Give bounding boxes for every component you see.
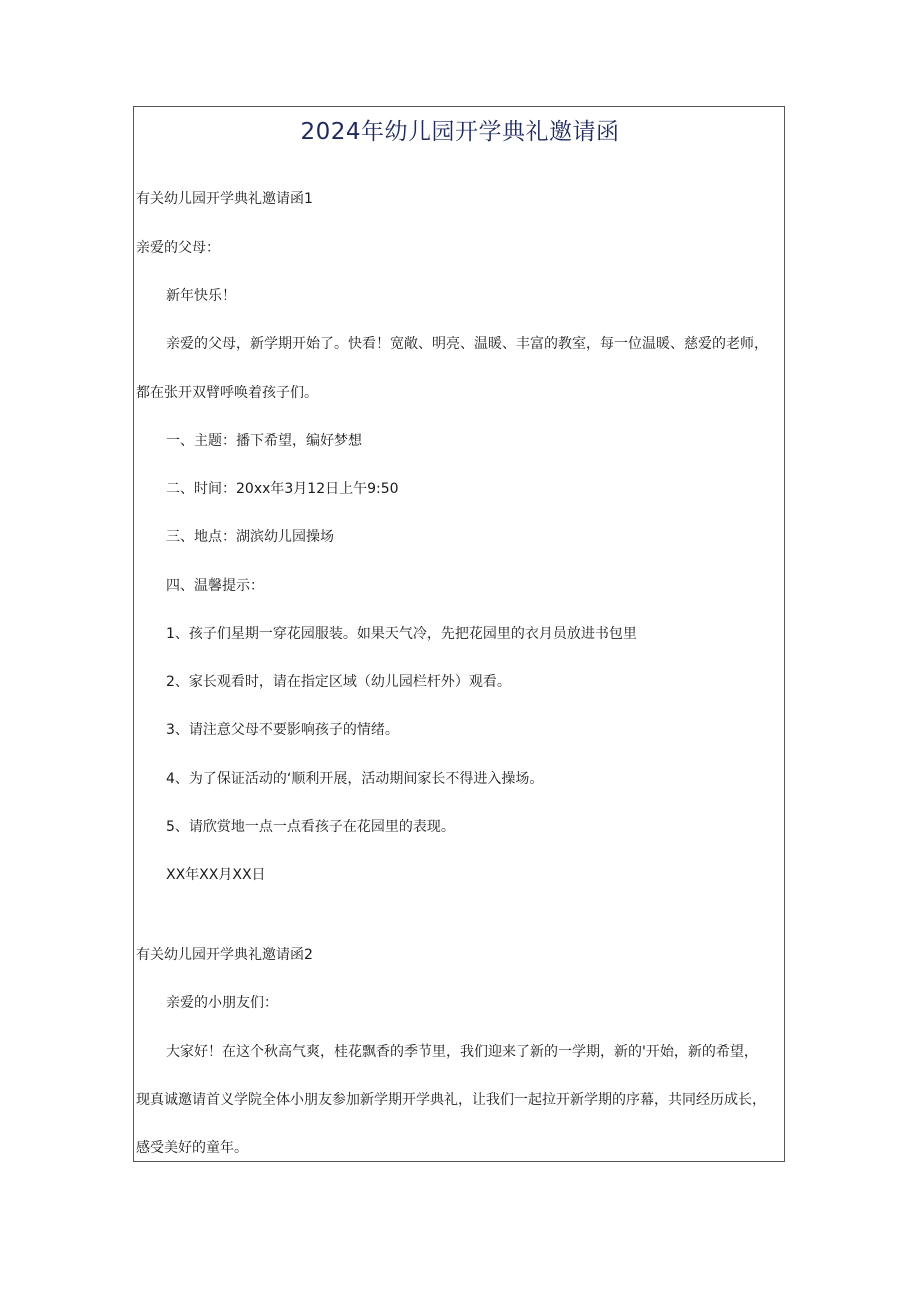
- section1-heading: 有关幼儿园开学典礼邀请函1: [136, 191, 313, 207]
- section1-paragraph-line2: 都在张开双臂呼唤着孩子们。: [136, 385, 318, 401]
- event-place: 三、地点：湖滨幼儿园操场: [166, 529, 334, 545]
- section1-salutation: 亲爱的父母：: [136, 240, 220, 256]
- tips-heading: 四、温馨提示：: [166, 578, 264, 594]
- section2-heading: 有关幼儿园开学典礼邀请函2: [136, 947, 313, 963]
- event-theme: 一、主题：播下希望，编好梦想: [166, 433, 362, 449]
- event-time: 二、时间：20xx年3月12日上午9:50: [166, 481, 399, 497]
- tip-item: 4、为了保证活动的‘顺利开展，活动期间家长不得进入操场。: [166, 771, 544, 787]
- tip-item: 1、孩子们星期一穿花园服装。如果天气冷，先把花园里的衣月员放进书包里: [166, 626, 637, 642]
- tip-item: 3、请注意父母不要影响孩子的情绪。: [166, 722, 399, 738]
- document-title: 2024年幼儿园开学典礼邀请函: [300, 119, 620, 145]
- section2-paragraph-line1: 大家好！在这个秋高气爽，桂花飘香的季节里，我们迎来了新的一学期，新的'开始，新的希望，: [166, 1044, 758, 1060]
- section2-paragraph-line3: 感受美好的童年。: [136, 1140, 248, 1156]
- section2-paragraph-line2: 现真诚邀请首义学院全体小朋友参加新学期开学典礼，让我们一起拉开新学期的序幕，共同经历成长，: [136, 1092, 766, 1108]
- tip-item: 5、请欣赏地一点一点看孩子在花园里的表现。: [166, 819, 455, 835]
- section2-salutation: 亲爱的小朋友们：: [166, 995, 278, 1011]
- section1-date: XX年XX月XX日: [166, 867, 266, 883]
- tip-item: 2、家长观看时，请在指定区域（幼儿园栏杆外）观看。: [166, 674, 511, 690]
- section1-paragraph-line1: 亲爱的父母，新学期开始了。快看！宽敞、明亮、温暖、丰富的教室，每一位温暖、慈爱的老师，: [166, 336, 768, 352]
- section1-greeting: 新年快乐！: [166, 288, 236, 304]
